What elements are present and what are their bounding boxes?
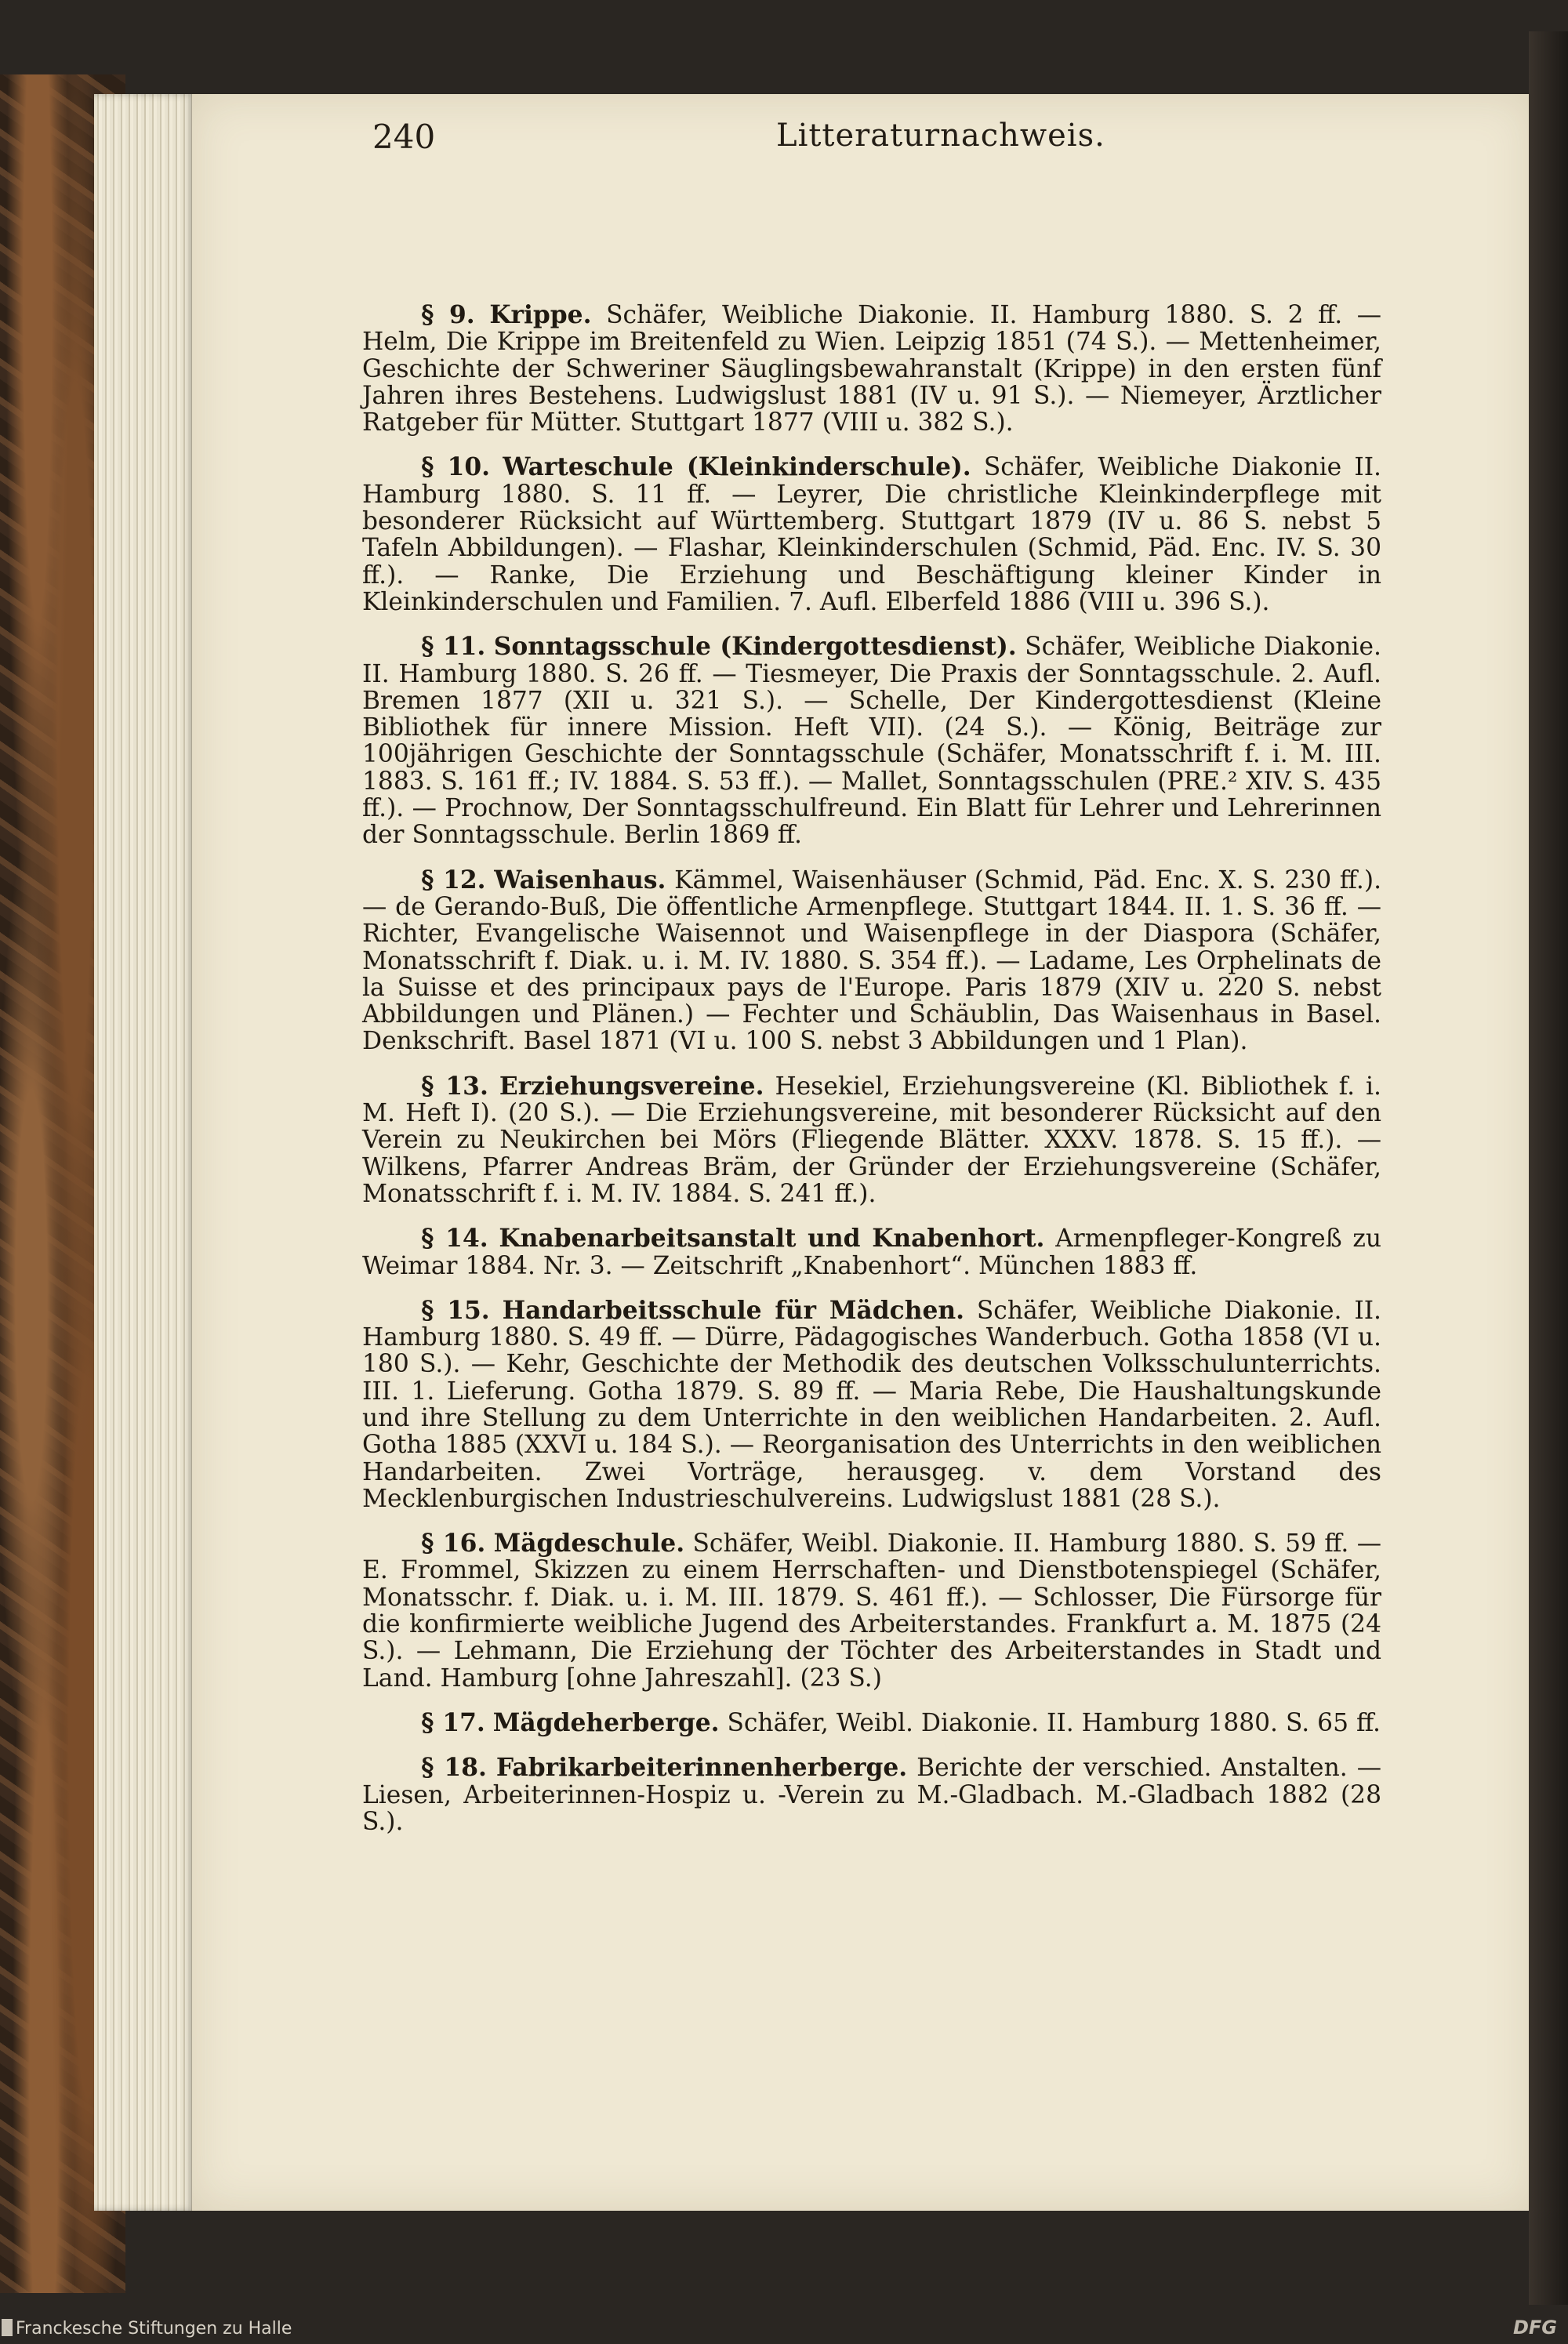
- footer-dfg-logo: DFG: [1512, 2317, 1557, 2339]
- section-10: [362, 454, 1381, 615]
- section-text: Hesekiel, Erziehungsvereine (Kl. Bibliothek f. i. M. Heft I). (20 S.). — Die Erziehungsvereine, mit besonderer Rücksicht auf den Verein zu Neukirchen bei Mörs (Fliegende Blätter. XXXV. 1878. S. 15 ff.). — Wilkens, Pfarrer Andreas Bräm, der Gründer der Erziehungsvereine (Schäfer, Monatsschrift f. i. M. IV. 1884. S. 241 ff.).: [362, 1072, 1382, 1208]
- section-heading: Handarbeitsschule für Mädchen.: [502, 1296, 965, 1325]
- institution-logo-icon: [2, 2319, 13, 2336]
- section-9: [362, 302, 1381, 436]
- section-12: [362, 867, 1381, 1055]
- section-number: § 11.: [421, 633, 486, 662]
- section-text: Schäfer, Weibliche Diakonie II. Hamburg 1880. S. 11 ff. — Leyrer, Die christliche Kleinkinderpflege mit besonderer Rücksicht auf Württemberg. Stuttgart 1879 (IV u. 86 S. nebst 5 Tafeln Abbildungen). — Flashar, Kleinkinderschulen (Schmid, Päd. Enc. IV. S. 30 ff.). — Ranke, Die Erziehung und Beschäftigung kleiner Kinder in Kleinkinderschulen und Familien. 7. Aufl. Elberfeld 1886 (VIII u. 396 S.).: [362, 453, 1382, 616]
- section-heading: Mägdeherberge.: [492, 1708, 720, 1737]
- section-number: § 18.: [421, 1754, 487, 1783]
- section-text: Schäfer, Weibliche Diakonie. II. Hamburg 1880. S. 26 ff. — Tiesmeyer, Die Praxis der Sonntagsschule. 2. Aufl. Bremen 1877 (XII u. 321 S.). — Schelle, Der Kindergottesdienst (Kleine Bibliothek für innere Mission. Heft VII). (24 S.). — König, Beiträge zur 100jährigen Geschichte der Sonntagsschule (Schäfer, Monatsschrift f. i. M. III. 1883. S. 161 ff.; IV. 1884. S. 53 ff.). — Mallet, Sonntagsschulen (PRE.² XIV. S. 435 ff.). — Prochnow, Der Sonntagsschulfreund. Ein Blatt für Lehrer und Lehrerinnen der Sonntagsschule. Berlin 1869 ff.: [362, 633, 1381, 850]
- section-heading: Waisenhaus.: [494, 865, 666, 894]
- section-text: Schäfer, Weibl. Diakonie. II. Hamburg 1880. S. 59 ff. — E. Frommel, Skizzen zu einem Herrschaften- und Dienstbotenspiegel (Schäfer, Monatsschr. f. Diak. u. i. M. III. 1879. S. 461 ff.). — Schlosser, Die Fürsorge für die konfirmierte weibliche Jugend des Arbeiterstandes. Frankfurt a. M. 1875 (24 S.). — Lehmann, Die Erziehung der Töchter des Arbeiterstandes in Stadt und Land. Hamburg [ohne Jahreszahl]. (23 S.): [362, 1529, 1382, 1693]
- section-heading: Mägdeschule.: [493, 1529, 685, 1558]
- section-18: [362, 1754, 1381, 1835]
- section-heading: Fabrikarbeiterinnenherberge.: [495, 1754, 908, 1783]
- section-15: [362, 1297, 1381, 1512]
- section-number: § 9.: [421, 301, 475, 329]
- section-heading: Knabenarbeitsanstalt und Knabenhort.: [499, 1225, 1045, 1254]
- section-heading: Sonntagsschule (Kindergottesdienst).: [493, 633, 1017, 662]
- section-number: § 14.: [421, 1225, 488, 1254]
- binding-edge: [1529, 31, 1568, 2305]
- section-number: § 10.: [421, 453, 491, 482]
- page-number: 240: [372, 118, 436, 156]
- section-text: Berichte der verschied. Anstalten. — Liesen, Arbeiterinnen-Hospiz u. -Verein zu M.-Gladbach. M.-Gladbach 1882 (28 S.).: [362, 1754, 1381, 1836]
- section-text: Schäfer, Weibl. Diakonie. II. Hamburg 1880. S. 65 ff.: [727, 1708, 1381, 1737]
- section-heading: Warteschule (Kleinkinderschule).: [503, 453, 971, 482]
- running-title: Litteraturnachweis.: [776, 118, 1105, 154]
- section-14: [362, 1225, 1381, 1279]
- section-text: Kämmel, Waisenhäuser (Schmid, Päd. Enc. X. S. 230 ff.). — de Gerando-Buß, Die öffentliche Armenpflege. Stuttgart 1844. II. 1. S. 36 ff. — Richter, Evangelische Waisennot und Waisenpflege in der Diaspora (Schäfer, Monatsschrift f. Diak. u. i. M. IV. 1880. S. 354 ff.). — Ladame, Les Orphelinats de la Suisse et des principaux pays de l'Europe. Paris 1879 (XIV u. 220 S. nebst Abbildungen und Plänen.) — Fechter und Schäublin, Das Waisenhaus in Basel. Denkschrift. Basel 1871 (VI u. 100 S. nebst 3 Abbildungen und 1 Plan).: [362, 865, 1382, 1056]
- section-number: § 17.: [421, 1708, 485, 1737]
- section-number: § 13.: [421, 1072, 488, 1101]
- section-number: § 12.: [421, 865, 486, 894]
- section-text: Schäfer, Weibliche Diakonie. II. Hamburg 1880. S. 2 ff. — Helm, Die Krippe im Breitenfeld zu Wien. Leipzig 1851 (74 S.). — Mettenheimer, Geschichte der Schweriner Säuglingsbewahranstalt (Krippe) in den ersten fünf Jahren ihres Bestehens. Ludwigslust 1881 (IV u. 91 S.). — Niemeyer, Ärztlicher Ratgeber für Mütter. Stuttgart 1877 (VIII u. 382 S.).: [362, 301, 1382, 437]
- section-16: [362, 1530, 1381, 1692]
- page-edges: [94, 94, 196, 2211]
- section-text: Armenpfleger-Kongreß zu Weimar 1884. Nr. 3. — Zeitschrift „Knabenhort“. München 1883 ff.: [362, 1225, 1381, 1280]
- section-heading: Krippe.: [489, 301, 592, 329]
- section-11: [362, 633, 1381, 848]
- section-number: § 15.: [421, 1296, 490, 1325]
- section-heading: Erziehungsvereine.: [499, 1072, 764, 1101]
- section-text: Schäfer, Weibliche Diakonie. II. Hamburg 1880. S. 49 ff. — Dürre, Pädagogisches Wanderbuch. Gotha 1858 (VI u. 180 S.). — Kehr, Geschichte der Methodik des deutschen Volksschulunterrichts. III. 1. Lieferung. Gotha 1879. S. 89 ff. — Maria Rebe, Die Haushaltungskunde und ihre Stellung zu dem Unterrichte in den weiblichen Handarbeiten. 2. Aufl. Gotha 1885 (XXVI u. 184 S.). — Reorganisation des Unterrichts in den weiblichen Handarbeiten. Zwei Vorträge, herausgeg. v. dem Vorstand des Mecklenburgischen Industrieschulvereins. Ludwigslust 1881 (28 S.).: [362, 1296, 1382, 1513]
- page-body: [362, 302, 1381, 1835]
- section-13: [362, 1073, 1381, 1207]
- footer-institution: Franckesche Stiftungen zu Halle: [16, 2319, 292, 2339]
- section-number: § 16.: [421, 1529, 486, 1558]
- section-17: [362, 1710, 1381, 1736]
